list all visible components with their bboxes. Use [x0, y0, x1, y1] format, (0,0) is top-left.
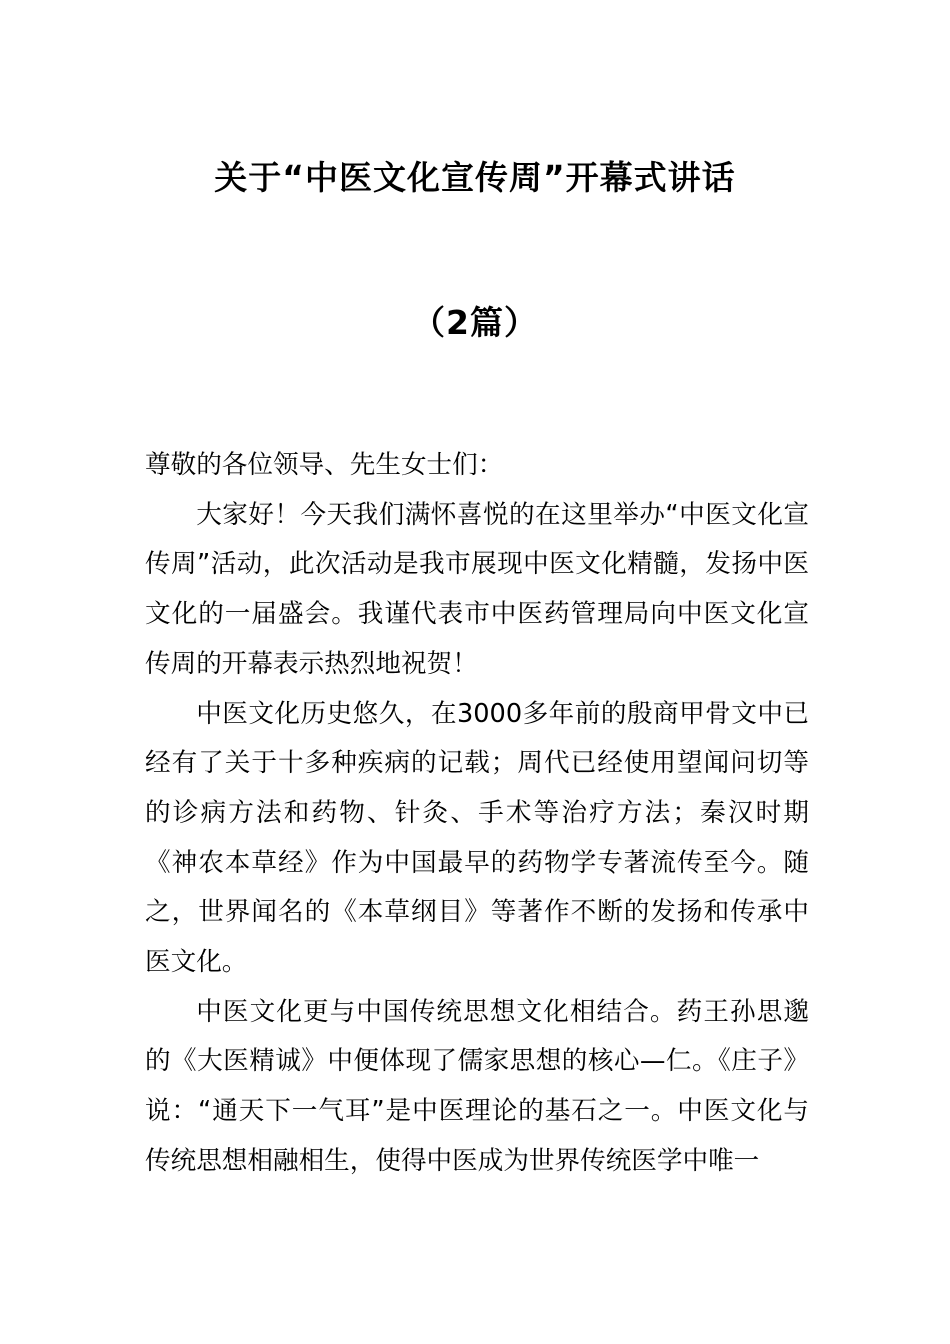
document-title: 关于“中医文化宣传周”开幕式讲话	[214, 158, 736, 197]
paragraph-1: 大家好！今天我们满怀喜悦的在这里举办“中医文化宣传周”活动，此次活动是我市展现中医文化精髓，发扬中医文化的一届盛会。我谨代表市中医药管理局向中医文化宣传周的开幕表示热烈地祝贺！	[145, 499, 809, 679]
document-subtitle: （2篇）	[412, 303, 538, 342]
paragraph-3: 中医文化更与中国传统思想文化相结合。药王孙思邈的《大医精诚》中便体现了儒家思想的核心—仁。《庄子》说：“通天下一气耳”是中医理论的基石之一。中医文化与传统思想相融相生，使得中医成为世界传统医学中唯一	[145, 996, 809, 1176]
salutation: 尊敬的各位领导、先生女士们：	[145, 450, 504, 480]
document-body	[145, 441, 809, 1187]
paragraph-2: 中医文化历史悠久，在3000多年前的殷商甲骨文中已经有了关于十多种疾病的记载；周代已经使用望闻问切等的诊病方法和药物、针灸、手术等治疗方法；秦汉时期《神农本草经》作为中国最早的药物学专著流传至今。随之，世界闻名的《本草纲目》等著作不断的发扬和传承中医文化。	[145, 698, 809, 978]
